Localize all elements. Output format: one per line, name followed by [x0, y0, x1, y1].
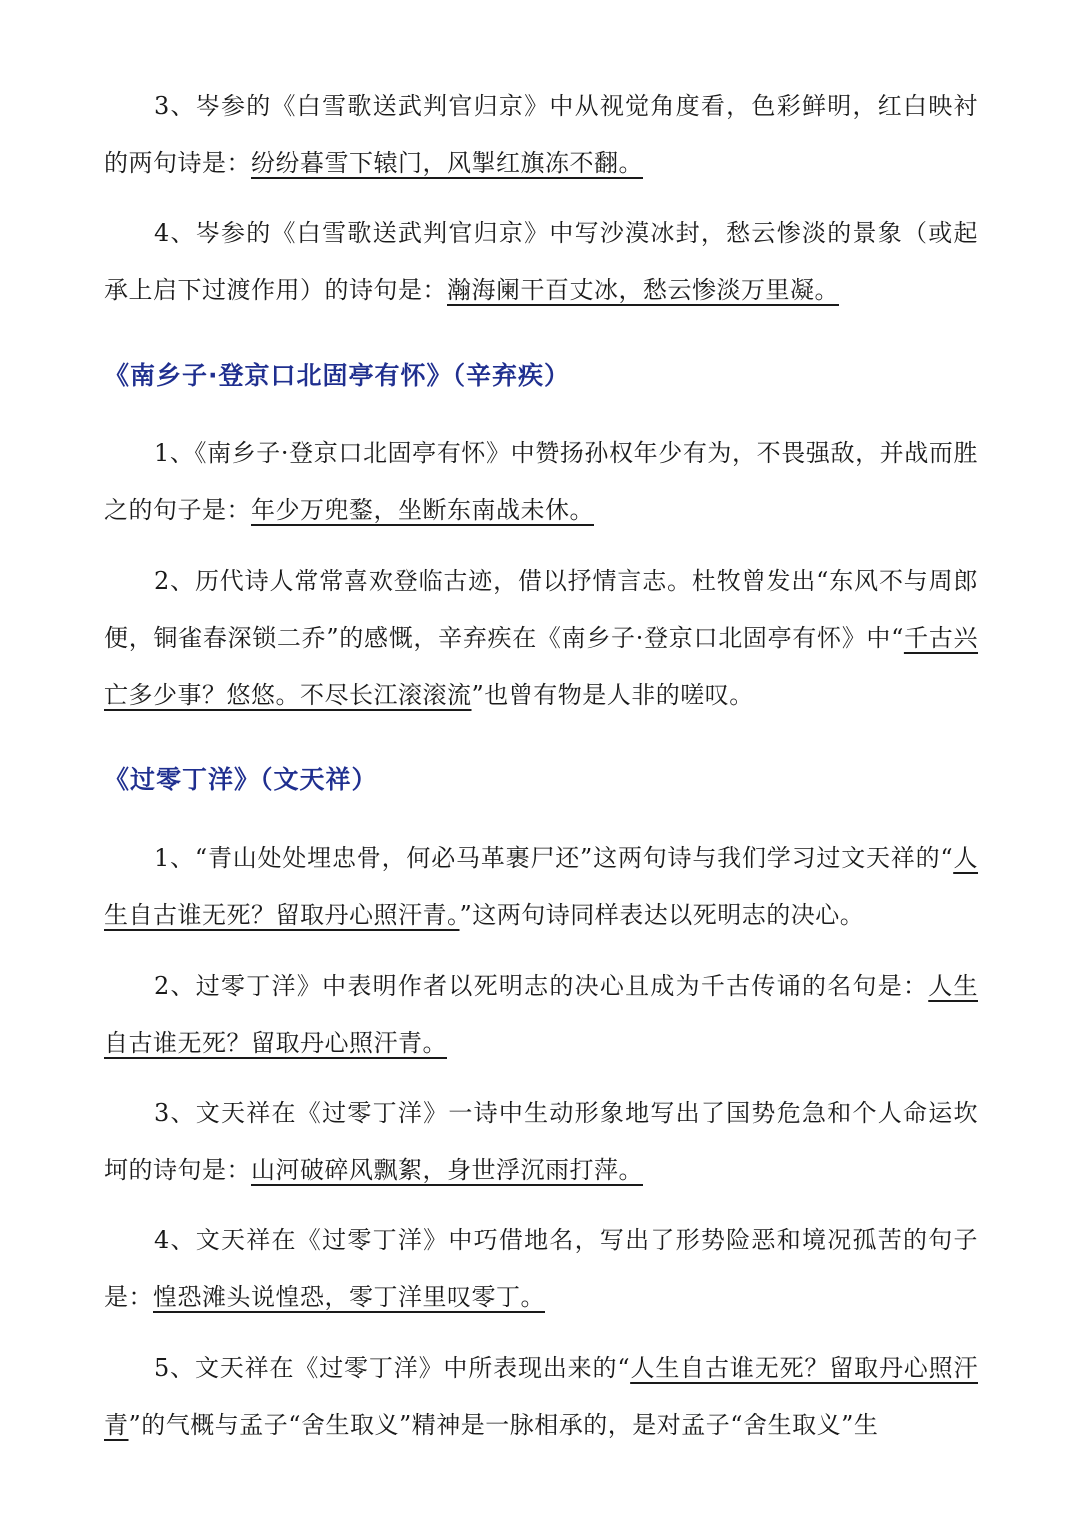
answer-text: 山河破碎风飘絮，身世浮沉雨打萍。 — [251, 1156, 643, 1184]
question-text: 3、岑参的《白雪歌送武判官归京》中从视觉角度看，色彩鲜明，红白映衬的两句诗是： — [104, 92, 978, 177]
answer-text: 千古兴亡多少事？悠悠。不尽长江滚滚流 — [104, 624, 979, 709]
paragraph-guolingding-3 — [104, 1085, 978, 1199]
question-text: 1、“青山处处埋忠骨，何必马革裹尸还”这两句诗与我们学习过文天祥的“ — [154, 844, 954, 872]
answer-text: 人生自古谁无死？留取丹心照汗青。 — [104, 844, 979, 929]
question-text: 1、《南乡子·登京口北固亭有怀》中赞扬孙权年少有为，不畏强敌，并战而胜之的句子是： — [104, 439, 978, 524]
question-text: 2、历代诗人常常喜欢登临古迹，借以抒情言志。杜牧曾发出“东风不与周郎便，铜雀春深锁二乔”的感慨，辛弃疾在《南乡子·登京口北固亭有怀》中“ — [104, 567, 978, 652]
question-suffix: ”这两句诗同样表达以死明志的决心。 — [459, 901, 865, 929]
answer-text: 纷纷暮雪下辕门，风掣红旗冻不翻。 — [251, 149, 643, 177]
answer-text: 瀚海阑干百丈冰，愁云惨淡万里凝。 — [447, 276, 839, 304]
paragraph-guolingding-4 — [104, 1212, 978, 1326]
question-suffix: ”也曾有物是人非的嗟叹。 — [471, 681, 754, 709]
question-suffix: ”的气概与孟子“舍生取义”精神是一脉相承的，是对孟子“舍生取义”生 — [128, 1411, 879, 1439]
paragraph-guolingding-1 — [104, 830, 978, 944]
question-text: 4、岑参的《白雪歌送武判官归京》中写沙漠冰封，愁云惨淡的景象（或起承上启下过渡作用）的诗句是： — [104, 219, 978, 304]
question-text: 5、文天祥在《过零丁洋》中所表现出来的“ — [154, 1354, 631, 1382]
paragraph-nanxiangzi-1 — [104, 425, 978, 539]
answer-text: 人生自古谁无死？留取丹心照汗青。 — [104, 972, 978, 1057]
paragraph-guolingding-5 — [104, 1340, 978, 1454]
answer-text: 人生自古谁无死？留取丹心照汗青 — [104, 1354, 978, 1439]
answer-text: 惶恐滩头说惶恐，零丁洋里叹零丁。 — [153, 1283, 545, 1311]
paragraph-censhen-4 — [104, 205, 978, 319]
question-text: 3、文天祥在《过零丁洋》一诗中生动形象地写出了国势危急和个人命运坎坷的诗句是： — [104, 1099, 978, 1184]
paragraph-nanxiangzi-2 — [104, 553, 978, 724]
paragraph-guolingding-2 — [104, 958, 978, 1072]
section-heading-guolingding: 《过零丁洋》（文天祥） — [104, 765, 378, 794]
question-text: 2、过零丁洋》中表明作者以死明志的决心且成为千古传诵的名句是： — [154, 972, 929, 1000]
question-text: 4、文天祥在《过零丁洋》中巧借地名，写出了形势险恶和境况孤苦的句子是： — [104, 1226, 978, 1311]
answer-text: 年少万兜鍪，坐断东南战未休。 — [251, 496, 594, 524]
paragraph-censhen-3 — [104, 78, 978, 192]
section-heading-nanxiangzi: 《南乡子·登京口北固亭有怀》（辛弃疾） — [104, 361, 570, 390]
